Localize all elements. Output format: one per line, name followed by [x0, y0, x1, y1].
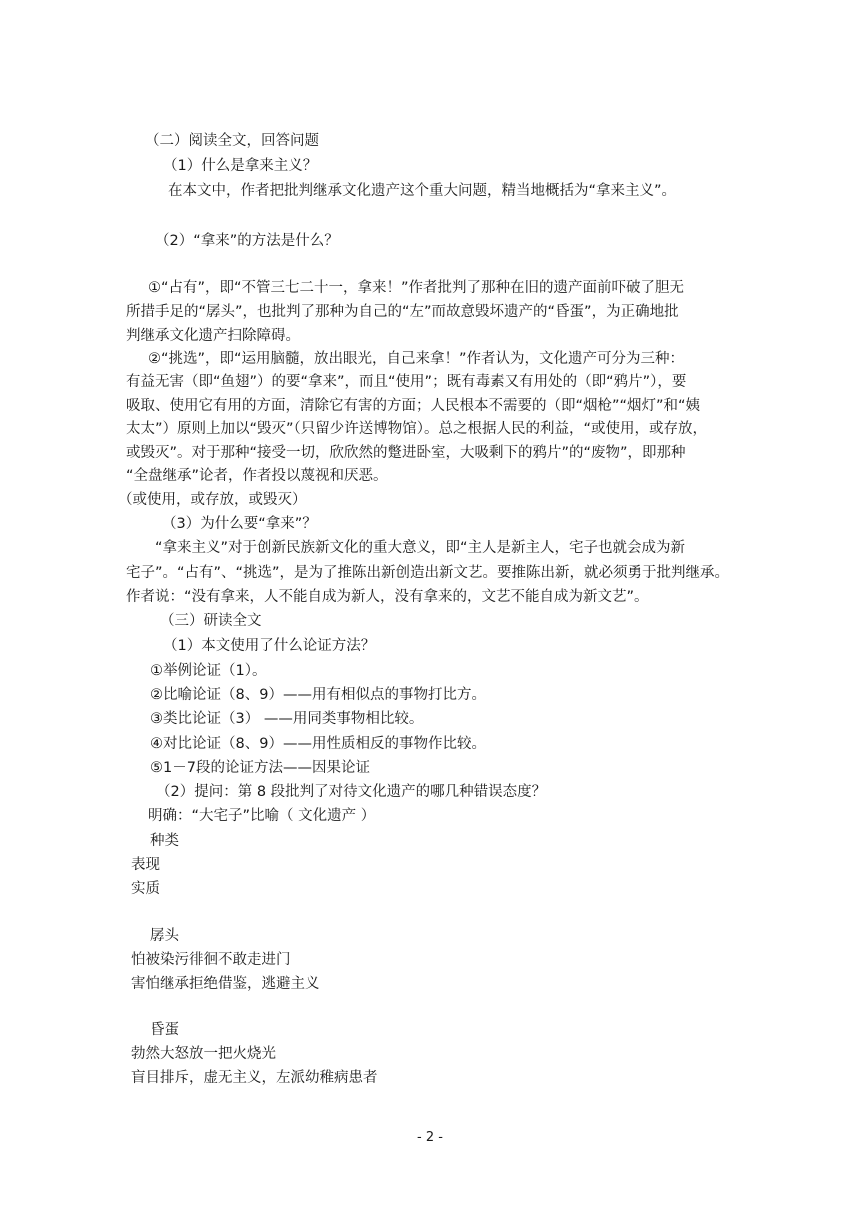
- paragraph-line: 作者说：“没有拿来，人不能自成为新人，没有拿来的，文艺不能自成为新文艺”。: [126, 589, 649, 605]
- paragraph-line: 在本文中，作者把批判继承文化遗产这个重大问题，精当地概括为“拿来主义”。: [168, 183, 677, 199]
- page-number: - 2 -: [417, 1130, 443, 1145]
- table-label: 实质: [131, 881, 160, 897]
- question-heading: （1）本文使用了什么论证方法？: [163, 638, 376, 654]
- paragraph-line: 判继承文化遗产扫除障碍。: [126, 328, 300, 344]
- section-heading: （三）研读全文: [160, 613, 262, 629]
- table-label: 孱头: [150, 928, 179, 944]
- paragraph-line: ①“占有”，即“不管三七二十一，拿来！”作者批判了那种在旧的遗产面前吓破了胆无: [148, 280, 685, 296]
- paragraph-line: 吸取、使用它有用的方面，清除它有害的方面；人民根本不需要的（即“烟枪”“烟灯”和“姨: [126, 398, 701, 414]
- table-label: 表现: [131, 857, 160, 873]
- paragraph-line: （或使用，或存放，或毁灭）: [118, 492, 307, 508]
- table-label: 昏蛋: [150, 1022, 179, 1038]
- question-heading: （2）提问：第 8 段批判了对待文化遗产的哪几种错误态度？: [156, 784, 547, 800]
- paragraph-line: 太太”）原则上加以“毁灭”（只留少许送博物馆）。总之根据人民的利益，“或使用，或存放，: [126, 421, 708, 437]
- question-heading: （3）为什么要“拿来”？: [162, 516, 317, 532]
- paragraph-line: 所措手足的“孱头”，也批判了那种为自己的“左”而故意毁坏遗产的“昏蛋”，为正确地批: [126, 304, 679, 320]
- list-item: ①举例论证（1）。: [150, 663, 267, 679]
- list-item: ④对比论证（8、9）——用性质相反的事物作比较。: [150, 736, 486, 752]
- list-item: ⑤1－7段的论证方法——因果论证: [150, 760, 370, 776]
- section-heading: （二）阅读全文，回答问题: [145, 133, 319, 149]
- table-cell: 盲目排斥，虚无主义，左派幼稚病患者: [131, 1070, 378, 1086]
- paragraph-line: “拿来主义”对于创新民族新文化的重大意义，即“主人是新主人，宅子也就会成为新: [155, 540, 686, 556]
- table-cell: 勃然大怒放一把火烧光: [131, 1046, 276, 1062]
- table-label: 种类: [150, 833, 179, 849]
- paragraph-line: ②“挑选”，即“运用脑髓，放出眼光，自己来拿！”作者认为，文化遗产可分为三种：: [148, 351, 685, 367]
- question-heading: （2）“拿来”的方法是什么？: [155, 233, 339, 249]
- paragraph-line: “全盘继承”论者，作者投以蔑视和厌恶。: [126, 468, 388, 484]
- list-item: ②比喻论证（8、9）——用有相似点的事物打比方。: [150, 687, 486, 703]
- question-heading: （1）什么是拿来主义？: [163, 158, 318, 174]
- paragraph-line: 宅子”。“占有”、“挑选”，是为了推陈出新创造出新文艺。要推陈出新，就必须勇于批判继承。: [126, 565, 730, 581]
- table-cell: 怕被染污徘徊不敢走进门: [131, 952, 291, 968]
- paragraph-line: 或毁灭”。对于那种“接受一切，欣欣然的蹩进卧室，大吸剩下的鸦片”的“废物”，即那种: [126, 445, 686, 461]
- list-item: ③类比论证（3） ——用同类事物相比较。: [150, 711, 424, 727]
- paragraph-line: 有益无害（即“鱼翅”）的要“拿来”，而且“使用”；既有毒素又有用处的（即“鸦片”），要: [126, 374, 687, 390]
- paragraph-line: 明确：“大宅子”比喻（ 文化遗产 ）: [148, 808, 376, 824]
- table-cell: 害怕继承拒绝借鉴，逃避主义: [131, 976, 320, 992]
